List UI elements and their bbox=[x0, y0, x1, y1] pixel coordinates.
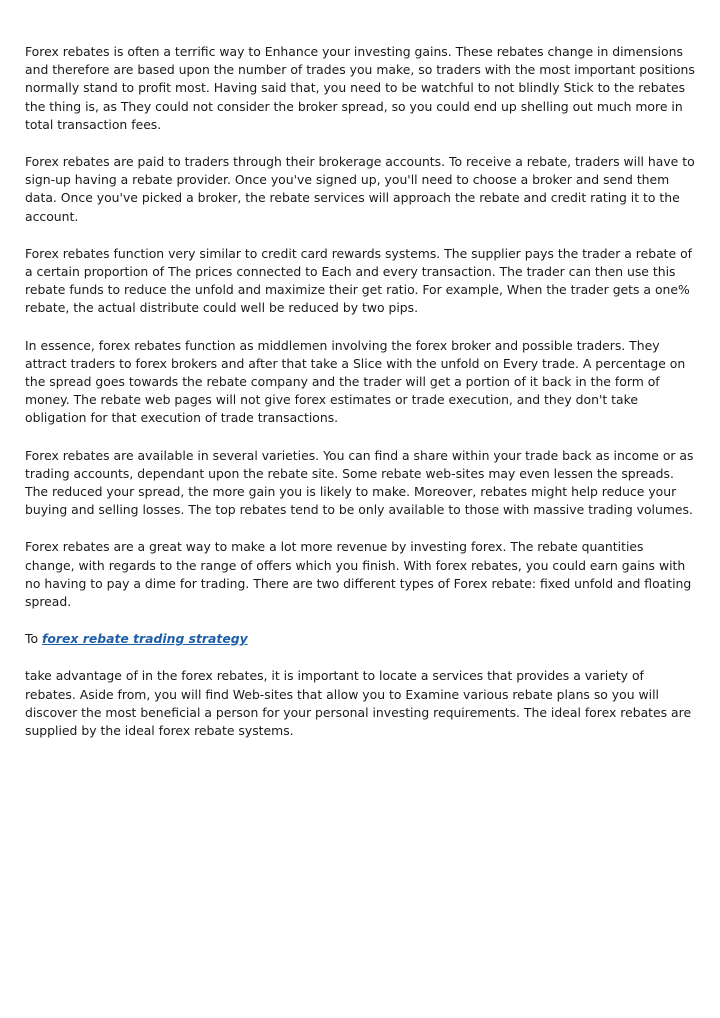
paragraph-1: Forex rebates is often a terrific way to Enhance your investing gains. These rebates change in dimensions and therefore are based upon the number of trades you make, so traders with the most important positions normally stand to profit most. Having said that, you need to be watchful to not blindly Stick to the rebates the thing is, as They could not consider the broker spread, so you could end up shelling out much more in total transaction fees. bbox=[25, 44, 695, 132]
paragraph-2: Forex rebates are paid to traders through their brokerage accounts. To receive a rebate, traders will have to sign-up having a rebate provider. Once you've signed up, you'll need to choose a broker and send them data. Once you've picked a broker, the rebate services will approach the rebate and credit rating it to the account. bbox=[25, 154, 695, 224]
link-prefix: To bbox=[25, 631, 39, 647]
forex-rebate-strategy-link[interactable]: forex rebate trading strategy bbox=[42, 631, 248, 647]
paragraph-3: Forex rebates function very similar to credit card rewards systems. The supplier pays the trader a rebate of a certain proportion of The prices connected to Each and every transaction. The trader can then use this rebate funds to reduce the unfold and maximize their get ratio. For example, When the trader gets a one% rebate, the actual distribute could well be reduced by two pips. bbox=[25, 245, 693, 316]
paragraph-5: Forex rebates are available in several varieties. You can find a share within your trade back as income or as trading accounts, dependant upon the rebate site. Some rebate web-sites may even lessen the spreads. The reduced your spread, the more gain you is likely to make. Moreover, rebates might help reduce your buying and selling losses. The top rebates tend to be only available to those with massive trading volumes. bbox=[25, 447, 694, 518]
paragraph-4: In essence, forex rebates function as middlemen involving the forex broker and possible traders. They attract traders to forex brokers and after that take a Slice with the unfold on Every trade. A percentage on the spread goes towards the rebate company and the trader will get a portion of it back in the form of money. The rebate web pages will not give forex estimates or trade execution, and they don't take obligation for that execution of trade transactions. bbox=[25, 337, 686, 426]
closing-paragraph: take advantage of in the forex rebates, it is important to locate a services that provides a variety of rebates. Aside from, you will find Web-sites that allow you to Examine various rebate plans so you will discover the most beneficial a person for your personal investing requirements. The ideal forex rebates are supplied by the ideal forex rebate systems. bbox=[25, 668, 692, 739]
article-body bbox=[25, 43, 695, 759]
paragraph-6: Forex rebates are a great way to make a lot more revenue by investing forex. The rebate quantities change, with regards to the range of offers which you finish. With forex rebates, you could earn gains with no having to pay a dime for trading. There are two different types of Forex rebate: fixed unfold and floating spread. bbox=[25, 539, 692, 610]
link-line bbox=[25, 630, 695, 648]
